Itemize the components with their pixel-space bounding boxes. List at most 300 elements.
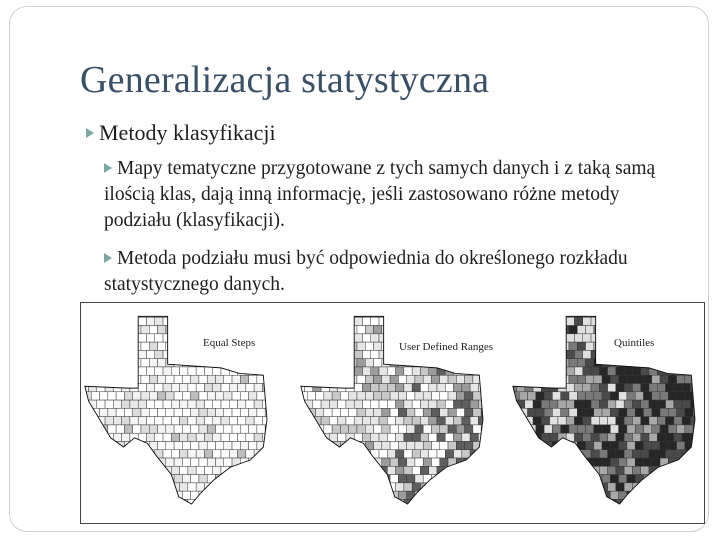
county-cell bbox=[517, 367, 525, 375]
county-cell bbox=[602, 475, 610, 483]
county-cell bbox=[89, 350, 97, 358]
county-cell bbox=[362, 350, 370, 358]
county-cell bbox=[238, 433, 246, 441]
county-cell bbox=[550, 466, 558, 474]
county-cell bbox=[632, 350, 640, 358]
county-cell bbox=[354, 350, 362, 358]
county-cell bbox=[349, 425, 357, 433]
county-cell bbox=[569, 359, 577, 367]
county-cell bbox=[346, 466, 354, 474]
county-cell bbox=[561, 342, 569, 350]
county-cell bbox=[465, 392, 473, 400]
county-cell bbox=[577, 441, 585, 449]
county-cell bbox=[608, 367, 616, 375]
county-cell bbox=[362, 450, 370, 458]
county-cell bbox=[481, 491, 489, 499]
county-cell bbox=[246, 433, 254, 441]
county-cell bbox=[552, 425, 560, 433]
county-cell bbox=[155, 334, 163, 342]
county-cell bbox=[478, 466, 486, 474]
county-cell bbox=[316, 375, 324, 383]
county-cell bbox=[657, 450, 665, 458]
county-cell bbox=[508, 499, 516, 507]
county-cell bbox=[641, 450, 649, 458]
county-cell bbox=[577, 392, 585, 400]
county-cell bbox=[544, 309, 552, 317]
county-cell bbox=[124, 458, 132, 466]
county-cell bbox=[313, 400, 321, 408]
county-cell bbox=[196, 367, 204, 375]
county-cell bbox=[415, 392, 423, 400]
county-cell bbox=[246, 417, 254, 425]
county-cell bbox=[404, 384, 412, 392]
county-cell bbox=[89, 450, 97, 458]
county-cell bbox=[440, 408, 448, 416]
county-cell bbox=[462, 317, 470, 325]
county-cell bbox=[674, 334, 682, 342]
county-cell bbox=[180, 367, 188, 375]
county-cell bbox=[583, 417, 591, 425]
county-cell bbox=[332, 408, 340, 416]
county-cell bbox=[465, 491, 473, 499]
county-cell bbox=[583, 483, 591, 491]
county-cell bbox=[163, 433, 171, 441]
county-cell bbox=[191, 326, 199, 334]
county-cell bbox=[627, 441, 635, 449]
county-cell bbox=[340, 408, 348, 416]
county-cell bbox=[602, 326, 610, 334]
county-cell bbox=[374, 475, 382, 483]
county-cell bbox=[668, 441, 676, 449]
county-cell bbox=[561, 359, 569, 367]
county-cell bbox=[387, 317, 395, 325]
county-cell bbox=[569, 375, 577, 383]
county-cell bbox=[420, 317, 428, 325]
county-cell bbox=[528, 441, 536, 449]
county-cell bbox=[229, 400, 237, 408]
county-cell bbox=[685, 475, 693, 483]
county-cell bbox=[299, 458, 307, 466]
county-cell bbox=[138, 499, 146, 507]
county-cell bbox=[519, 309, 527, 317]
county-cell bbox=[641, 499, 649, 507]
county-cell bbox=[541, 499, 549, 507]
county-cell bbox=[196, 350, 204, 358]
county-cell bbox=[316, 441, 324, 449]
county-cell bbox=[374, 326, 382, 334]
county-cell bbox=[525, 367, 533, 375]
county-cell bbox=[188, 367, 196, 375]
county-cell bbox=[536, 408, 544, 416]
county-cell bbox=[404, 483, 412, 491]
county-cell bbox=[619, 491, 627, 499]
county-cell bbox=[398, 326, 406, 334]
county-cell bbox=[591, 417, 599, 425]
county-cell bbox=[166, 392, 174, 400]
county-cell bbox=[456, 326, 464, 334]
county-cell bbox=[246, 317, 254, 325]
county-cell bbox=[133, 491, 141, 499]
county-cell bbox=[346, 400, 354, 408]
county-cell bbox=[100, 491, 108, 499]
county-cell bbox=[158, 359, 166, 367]
county-cell bbox=[138, 384, 146, 392]
county-cell bbox=[586, 475, 594, 483]
county-cell bbox=[396, 450, 404, 458]
county-cell bbox=[265, 491, 273, 499]
county-cell bbox=[338, 334, 346, 342]
county-cell bbox=[262, 400, 270, 408]
county-cell bbox=[158, 491, 166, 499]
county-cell bbox=[552, 342, 560, 350]
county-cell bbox=[130, 466, 138, 474]
county-cell bbox=[224, 326, 232, 334]
county-cell bbox=[199, 475, 207, 483]
county-cell bbox=[398, 441, 406, 449]
county-cell bbox=[215, 309, 223, 317]
county-cell bbox=[163, 450, 171, 458]
county-cell bbox=[182, 425, 190, 433]
county-cell bbox=[448, 392, 456, 400]
county-cell bbox=[357, 491, 365, 499]
county-cell bbox=[586, 441, 594, 449]
county-cell bbox=[174, 408, 182, 416]
county-cell bbox=[238, 483, 246, 491]
county-cell bbox=[100, 475, 108, 483]
county-cell bbox=[163, 499, 171, 507]
county-cell bbox=[100, 408, 108, 416]
county-cell bbox=[685, 326, 693, 334]
county-cell bbox=[340, 359, 348, 367]
county-cell bbox=[536, 425, 544, 433]
county-cell bbox=[166, 375, 174, 383]
county-cell bbox=[182, 408, 190, 416]
county-cell bbox=[423, 326, 431, 334]
county-cell bbox=[541, 466, 549, 474]
county-cell bbox=[332, 425, 340, 433]
county-cell bbox=[354, 499, 362, 507]
county-cell bbox=[569, 392, 577, 400]
county-cell bbox=[627, 408, 635, 416]
county-cell bbox=[558, 450, 566, 458]
county-cell bbox=[599, 417, 607, 425]
county-cell bbox=[296, 384, 304, 392]
county-cell bbox=[396, 433, 404, 441]
county-cell bbox=[552, 309, 560, 317]
county-cell bbox=[340, 326, 348, 334]
county-cell bbox=[668, 425, 676, 433]
county-cell bbox=[122, 350, 130, 358]
county-cell bbox=[240, 408, 248, 416]
county-cell bbox=[371, 367, 379, 375]
county-cell bbox=[340, 309, 348, 317]
county-cell bbox=[619, 326, 627, 334]
county-cell bbox=[138, 334, 146, 342]
county-cell bbox=[517, 350, 525, 358]
county-cell bbox=[158, 425, 166, 433]
county-cell bbox=[81, 350, 89, 358]
county-cell bbox=[249, 441, 257, 449]
county-cell bbox=[608, 450, 616, 458]
county-cell bbox=[627, 375, 635, 383]
county-cell bbox=[591, 367, 599, 375]
county-cell bbox=[649, 450, 657, 458]
county-cell bbox=[91, 359, 99, 367]
county-cell bbox=[166, 458, 174, 466]
county-cell bbox=[423, 375, 431, 383]
county-cell bbox=[365, 475, 373, 483]
county-cell bbox=[174, 309, 182, 317]
county-cell bbox=[262, 466, 270, 474]
county-cell bbox=[138, 350, 146, 358]
county-cell bbox=[191, 392, 199, 400]
county-cell bbox=[141, 392, 149, 400]
county-cell bbox=[566, 417, 574, 425]
county-cell bbox=[525, 433, 533, 441]
county-cell bbox=[517, 334, 525, 342]
county-cell bbox=[299, 309, 307, 317]
county-cell bbox=[440, 309, 448, 317]
county-cell bbox=[182, 309, 190, 317]
county-cell bbox=[105, 334, 113, 342]
county-cell bbox=[558, 350, 566, 358]
county-cell bbox=[97, 367, 105, 375]
county-cell bbox=[577, 491, 585, 499]
county-cell bbox=[229, 417, 237, 425]
county-cell bbox=[473, 309, 481, 317]
county-cell bbox=[616, 400, 624, 408]
county-cell bbox=[682, 483, 690, 491]
county-cell bbox=[550, 417, 558, 425]
county-cell bbox=[149, 408, 157, 416]
county-cell bbox=[462, 400, 470, 408]
county-cell bbox=[456, 475, 464, 483]
county-cell bbox=[682, 350, 690, 358]
county-cell bbox=[420, 384, 428, 392]
county-cell bbox=[257, 475, 265, 483]
county-cell bbox=[608, 483, 616, 491]
county-cell bbox=[561, 491, 569, 499]
county-cell bbox=[569, 408, 577, 416]
county-cell bbox=[340, 342, 348, 350]
county-cell bbox=[196, 417, 204, 425]
county-cell bbox=[354, 483, 362, 491]
county-cell bbox=[396, 499, 404, 507]
county-cell bbox=[171, 350, 179, 358]
county-cell bbox=[149, 425, 157, 433]
county-cell bbox=[693, 491, 701, 499]
county-cell bbox=[652, 408, 660, 416]
county-cell bbox=[431, 408, 439, 416]
county-cell bbox=[213, 450, 221, 458]
county-cell bbox=[519, 342, 527, 350]
county-cell bbox=[652, 441, 660, 449]
county-cell bbox=[207, 359, 215, 367]
county-cell bbox=[254, 483, 262, 491]
county-cell bbox=[329, 317, 337, 325]
county-cell bbox=[238, 384, 246, 392]
county-cell bbox=[511, 375, 519, 383]
county-cell bbox=[668, 326, 676, 334]
county-cell bbox=[649, 433, 657, 441]
county-cell bbox=[321, 317, 329, 325]
county-cell bbox=[594, 408, 602, 416]
county-cell bbox=[420, 417, 428, 425]
county-cell bbox=[456, 309, 464, 317]
county-cell bbox=[362, 433, 370, 441]
county-cell bbox=[188, 433, 196, 441]
county-cell bbox=[583, 367, 591, 375]
county-cell bbox=[213, 483, 221, 491]
county-cell bbox=[511, 326, 519, 334]
county-cell bbox=[412, 450, 420, 458]
county-cell bbox=[97, 384, 105, 392]
county-cell bbox=[83, 359, 91, 367]
county-cell bbox=[454, 433, 462, 441]
county-cell bbox=[182, 491, 190, 499]
county-cell bbox=[429, 317, 437, 325]
bullet-marker-icon bbox=[86, 128, 94, 138]
county-cell bbox=[674, 433, 682, 441]
texas-maps-figure bbox=[80, 302, 705, 524]
county-cell bbox=[122, 483, 130, 491]
county-cell bbox=[229, 483, 237, 491]
county-cell bbox=[643, 326, 651, 334]
county-cell bbox=[666, 417, 674, 425]
county-cell bbox=[552, 392, 560, 400]
county-cell bbox=[116, 309, 124, 317]
county-cell bbox=[149, 342, 157, 350]
county-cell bbox=[97, 483, 105, 491]
county-cell bbox=[108, 458, 116, 466]
county-cell bbox=[533, 400, 541, 408]
county-cell bbox=[338, 367, 346, 375]
county-cell bbox=[81, 317, 89, 325]
county-cell bbox=[536, 491, 544, 499]
county-cell bbox=[349, 392, 357, 400]
county-cell bbox=[682, 450, 690, 458]
county-cell bbox=[113, 317, 121, 325]
county-cell bbox=[379, 317, 387, 325]
county-cell bbox=[586, 359, 594, 367]
county-cell bbox=[138, 417, 146, 425]
county-cell bbox=[591, 384, 599, 392]
county-cell bbox=[124, 309, 132, 317]
county-cell bbox=[254, 367, 262, 375]
county-cell bbox=[473, 359, 481, 367]
county-cell bbox=[296, 400, 304, 408]
county-cell bbox=[155, 400, 163, 408]
county-cell bbox=[431, 392, 439, 400]
county-cell bbox=[191, 441, 199, 449]
county-cell bbox=[657, 350, 665, 358]
county-cell bbox=[635, 359, 643, 367]
county-cell bbox=[608, 350, 616, 358]
county-cell bbox=[349, 441, 357, 449]
county-cell bbox=[586, 425, 594, 433]
county-cell bbox=[462, 466, 470, 474]
county-cell bbox=[232, 326, 240, 334]
county-cell bbox=[146, 367, 154, 375]
county-cell bbox=[188, 317, 196, 325]
county-cell bbox=[163, 384, 171, 392]
county-cell bbox=[349, 359, 357, 367]
county-cell bbox=[583, 499, 591, 507]
county-cell bbox=[415, 425, 423, 433]
county-cell bbox=[404, 466, 412, 474]
county-cell bbox=[473, 425, 481, 433]
county-cell bbox=[105, 499, 113, 507]
county-cell bbox=[431, 326, 439, 334]
county-cell bbox=[257, 408, 265, 416]
county-cell bbox=[365, 408, 373, 416]
county-cell bbox=[100, 359, 108, 367]
county-cell bbox=[182, 342, 190, 350]
county-cell bbox=[533, 350, 541, 358]
county-cell bbox=[89, 317, 97, 325]
county-cell bbox=[105, 483, 113, 491]
county-cell bbox=[108, 359, 116, 367]
county-cell bbox=[324, 491, 332, 499]
county-cell bbox=[180, 384, 188, 392]
county-cell bbox=[357, 425, 365, 433]
county-cell bbox=[199, 375, 207, 383]
county-cell bbox=[105, 367, 113, 375]
county-cell bbox=[340, 392, 348, 400]
county-cell bbox=[257, 359, 265, 367]
county-cell bbox=[171, 384, 179, 392]
county-cell bbox=[511, 425, 519, 433]
county-cell bbox=[666, 317, 674, 325]
map-label-quintiles: Quintiles bbox=[614, 337, 655, 349]
county-cell bbox=[371, 450, 379, 458]
county-cell bbox=[407, 475, 415, 483]
county-cell bbox=[379, 400, 387, 408]
county-cell bbox=[329, 417, 337, 425]
county-cell bbox=[346, 367, 354, 375]
county-cell bbox=[138, 466, 146, 474]
county-cell bbox=[196, 400, 204, 408]
county-cell bbox=[685, 491, 693, 499]
county-cell bbox=[138, 450, 146, 458]
county-cell bbox=[105, 466, 113, 474]
county-cell bbox=[431, 309, 439, 317]
county-cell bbox=[332, 375, 340, 383]
county-cell bbox=[346, 350, 354, 358]
county-cell bbox=[171, 400, 179, 408]
county-cell bbox=[113, 483, 121, 491]
county-cell bbox=[519, 392, 527, 400]
county-cell bbox=[586, 392, 594, 400]
county-cell bbox=[508, 433, 516, 441]
county-cell bbox=[324, 458, 332, 466]
county-cell bbox=[519, 441, 527, 449]
county-cell bbox=[462, 417, 470, 425]
county-cell bbox=[677, 475, 685, 483]
county-cell bbox=[130, 350, 138, 358]
county-cell bbox=[254, 317, 262, 325]
county-cell bbox=[566, 499, 574, 507]
county-cell bbox=[525, 400, 533, 408]
county-cell bbox=[685, 392, 693, 400]
county-cell bbox=[196, 433, 204, 441]
county-cell bbox=[305, 417, 313, 425]
county-cell bbox=[577, 475, 585, 483]
county-cell bbox=[445, 433, 453, 441]
county-cell bbox=[544, 408, 552, 416]
county-cell bbox=[141, 425, 149, 433]
county-cell bbox=[552, 458, 560, 466]
